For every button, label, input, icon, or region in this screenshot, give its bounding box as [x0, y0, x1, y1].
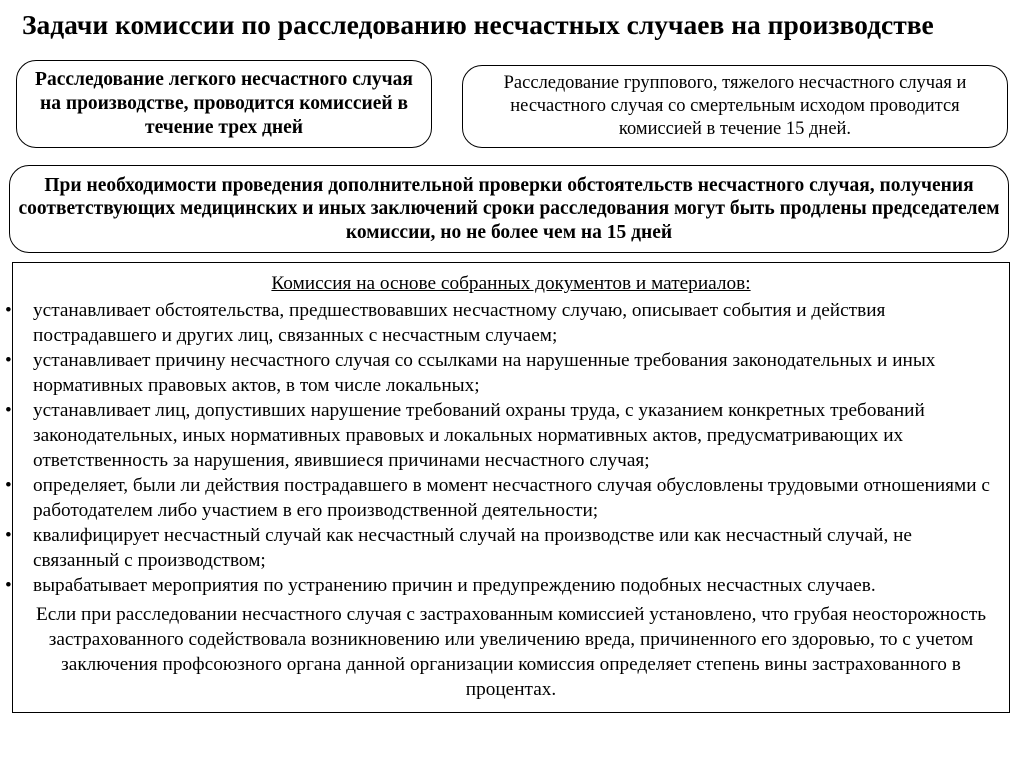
list-item	[5, 298, 1009, 348]
group-accident-text: Расследование группового, тяжелого несчастного случая и несчастного случая со смертельным исходом проводится комиссией в течение 15 дней.	[503, 73, 967, 139]
bullet-icon: •	[5, 525, 12, 546]
list-item-text: устанавливает обстоятельства, предшествовавших несчастному случаю, описывает события и действия пострадавшего и других лиц, связанных с несчастным случаем;	[33, 300, 886, 346]
list-item-text: устанавливает лиц, допустивших нарушение требований охраны труда, с указанием конкретных требований законодательных, иных нормативных правовых и локальных нормативных актов, предусматривающих их ответственность за нарушения, явившиеся причинами несчастного случая;	[33, 400, 925, 471]
group-accident-box	[462, 65, 1008, 148]
bullet-icon: •	[5, 575, 12, 596]
bullet-icon: •	[5, 475, 12, 496]
light-accident-box	[16, 60, 432, 148]
commission-heading: Комиссия на основе собранных документов и материалов:	[271, 273, 751, 294]
bullet-icon: •	[5, 300, 12, 321]
list-item-text: устанавливает причину несчастного случая со ссылками на нарушенные требования законодательных и иных нормативных правовых актов, в том числе локальных;	[33, 350, 936, 396]
bullet-icon: •	[5, 400, 12, 421]
list-item-text: квалифицирует несчастный случай как несчастный случай на производстве или как несчастный случай, не связанный с производством;	[33, 525, 912, 571]
commission-tasks-list	[5, 298, 1009, 598]
list-item	[5, 473, 1009, 523]
list-item	[5, 573, 1009, 598]
list-item-text: вырабатывает мероприятия по устранению причин и предупреждению подобных несчастных случаев.	[33, 575, 876, 596]
insured-guilt-paragraph: Если при расследовании несчастного случая с застрахованным комиссией установлено, что грубая неосторожность застрахованного содействовала возникновению или увеличению вреда, причиненного его здоровью, то с учетом заключения профсоюзного органа данной организации комиссия определяет степень вины застрахованного в процентах.	[35, 604, 987, 700]
list-item	[5, 523, 1009, 573]
page-title: Задачи комиссии по расследованию несчастных случаев на производстве	[22, 9, 934, 40]
bullet-icon: •	[5, 350, 12, 371]
list-item-text: определяет, были ли действия пострадавшего в момент несчастного случая обусловлены трудовыми отношениями с работодателем либо участием в его производственной деятельности;	[33, 475, 990, 521]
light-accident-text: Расследование легкого несчастного случая на производстве, проводится комиссией в течение трех дней	[35, 69, 413, 138]
list-item	[5, 398, 1009, 473]
extension-text: При необходимости проведения дополнительной проверки обстоятельств несчастного случая, получения соответствующих медицинских и иных заключений сроки расследования могут быть продлены председателем комиссии, но не более чем на 15 дней	[18, 174, 1000, 243]
commission-tasks-panel	[5, 262, 1010, 713]
list-item	[5, 348, 1009, 398]
extension-box	[9, 165, 1009, 253]
